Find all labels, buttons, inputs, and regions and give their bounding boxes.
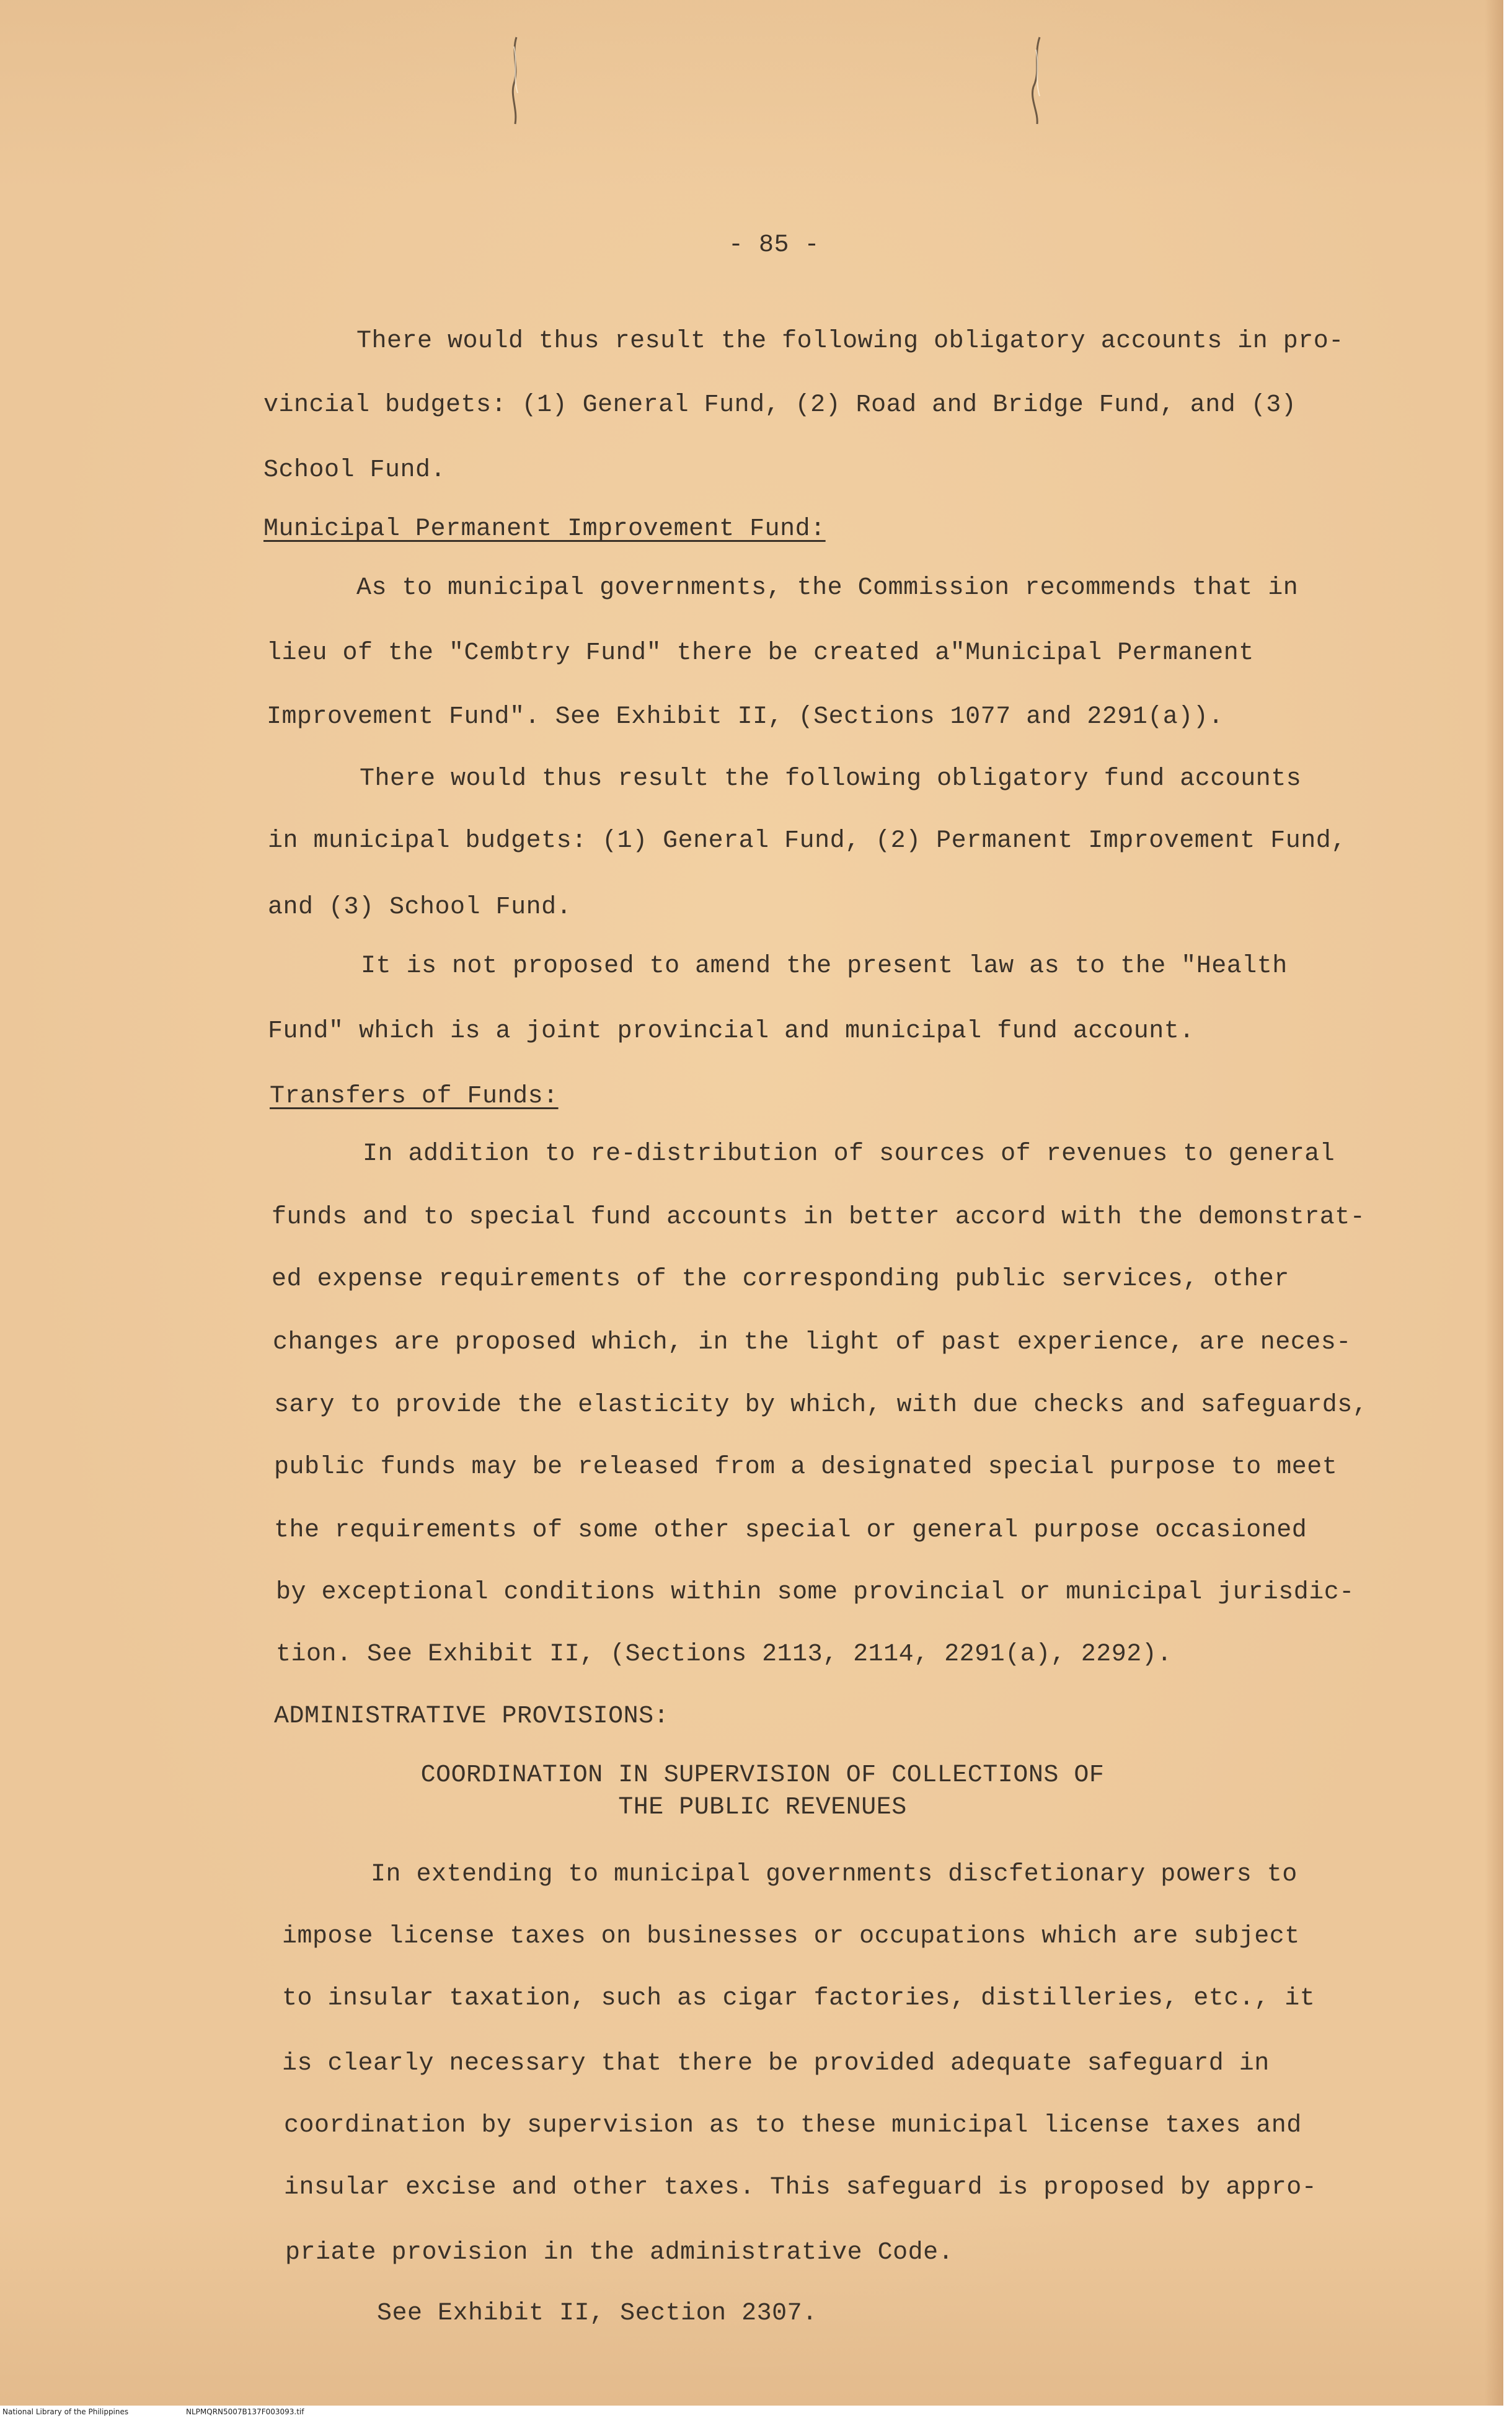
centered-title-line-2: THE PUBLIC REVENUES <box>618 1794 907 1822</box>
punch-hole-left <box>505 34 526 127</box>
page-number: - 85 - <box>728 231 820 259</box>
body-line: sary to provide the elasticity by which, with due checks and safeguards, <box>274 1391 1368 1419</box>
body-line: See Exhibit II, Section 2307. <box>377 2300 818 2327</box>
page-edge-shadow <box>1485 0 1503 2406</box>
body-line: by exceptional conditions within some provincial or municipal jurisdic- <box>276 1579 1355 1606</box>
body-line: coordination by supervision as to these municipal license taxes and <box>284 2112 1302 2140</box>
body-line: Fund" which is a joint provincial and municipal fund account. <box>268 1017 1195 1045</box>
body-line: impose license taxes on businesses or occupations which are subject <box>282 1923 1300 1951</box>
section-heading-administrative-provisions: ADMINISTRATIVE PROVISIONS: <box>274 1703 670 1730</box>
body-line: vincial budgets: (1) General Fund, (2) Road and Bridge Fund, and (3) <box>263 391 1297 419</box>
footer-file-name: NLPMQRN5007B137F003093.tif <box>186 2407 304 2416</box>
body-line: As to municipal governments, the Commission recommends that in <box>356 574 1299 602</box>
body-line: priate provision in the administrative Code. <box>285 2239 954 2267</box>
body-line: the requirements of some other special or general purpose occasioned <box>274 1517 1307 1544</box>
footer-library-credit: National Library of the Philippines <box>2 2407 129 2416</box>
centered-title-line-1: COORDINATION IN SUPERVISION OF COLLECTIONS OF <box>420 1761 1105 1789</box>
section-heading-transfers-of-funds: Transfers of Funds: <box>270 1083 559 1110</box>
body-line: to insular taxation, such as cigar factories, distilleries, etc., it <box>282 1985 1315 2013</box>
body-line: ed expense requirements of the corresponding public services, other <box>272 1265 1289 1293</box>
body-line: In extending to municipal governments discfetionary powers to <box>371 1861 1298 1889</box>
section-heading-municipal-permanent-improvement-fund: Municipal Permanent Improvement Fund: <box>263 515 826 543</box>
body-line: In addition to re-distribution of sources of revenues to general <box>363 1140 1335 1168</box>
body-line: lieu of the "Cembtry Fund" there be created a"Municipal Permanent <box>267 639 1254 667</box>
body-line: insular excise and other taxes. This safeguard is proposed by appro- <box>284 2174 1317 2202</box>
body-line: funds and to special fund accounts in better accord with the demonstrat- <box>272 1203 1366 1231</box>
body-line: It is not proposed to amend the present law as to the "Health <box>361 952 1288 980</box>
body-line: and (3) School Fund. <box>268 893 572 921</box>
body-line: is clearly necessary that there be provided adequate safeguard in <box>282 2050 1270 2078</box>
body-line: public funds may be released from a designated special purpose to meet <box>274 1453 1338 1481</box>
body-line: There would thus result the following obligatory accounts in pro- <box>356 327 1344 355</box>
body-line: in municipal budgets: (1) General Fund, (2) Permanent Improvement Fund, <box>268 827 1346 855</box>
body-line: There would thus result the following obligatory fund accounts <box>360 765 1302 793</box>
body-line: tion. See Exhibit II, (Sections 2113, 2114, 2291(a), 2292). <box>276 1641 1172 1668</box>
punch-hole-right <box>1026 34 1047 127</box>
body-line: Improvement Fund". See Exhibit II, (Sections 1077 and 2291(a)). <box>267 703 1224 731</box>
body-line: School Fund. <box>263 456 446 484</box>
body-line: changes are proposed which, in the light of past experience, are neces- <box>273 1329 1351 1357</box>
